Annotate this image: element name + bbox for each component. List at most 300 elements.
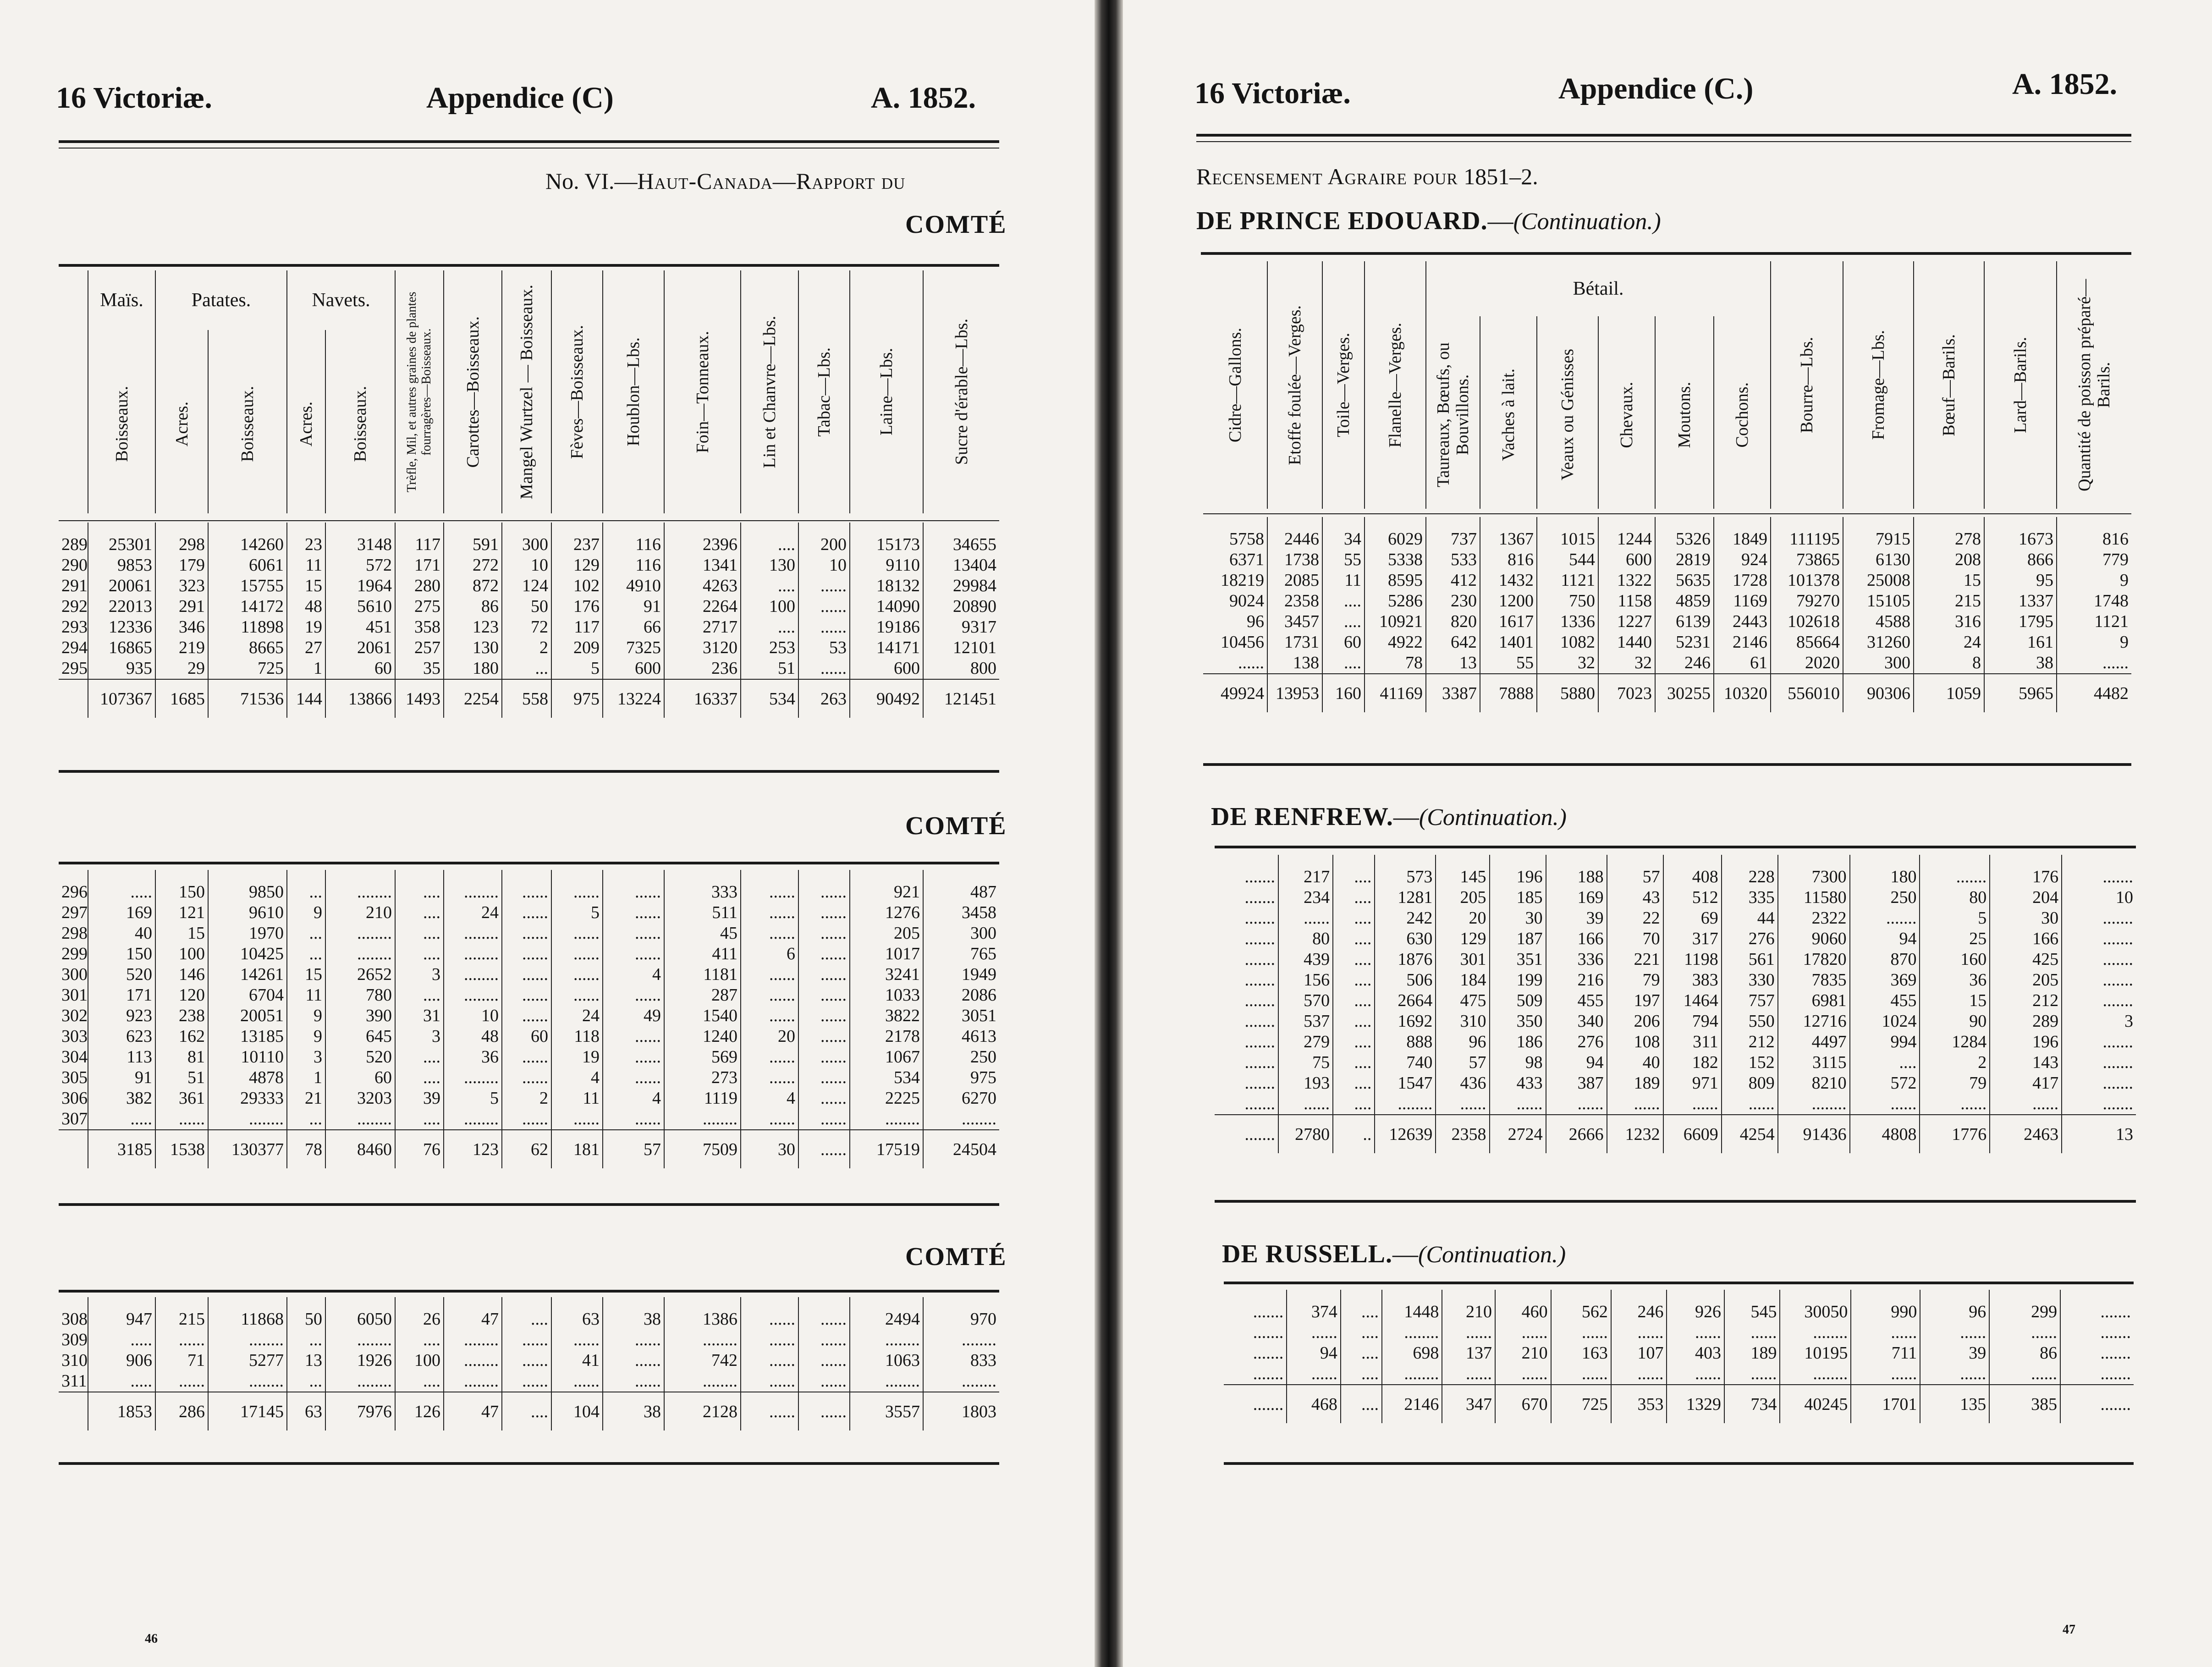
table-cell: 1853 [88,1392,155,1430]
table-cell: 351 [1490,949,1546,970]
table-cell: 569 [664,1047,741,1067]
table-cell: ...... [741,870,798,902]
table-cell: 15105 [1843,591,1914,611]
table-cell: 51 [155,1067,208,1088]
table-top-rule [59,264,999,267]
table-cell: 412 [1426,570,1480,591]
table-cell: 7976 [325,1392,395,1430]
table-cell: 425 [1990,949,2062,970]
total-row [1224,1385,2134,1423]
table-cell: .... [1333,1073,1375,1094]
table-cell: 272 [444,555,502,576]
table-cell: 299 [61,944,88,963]
table-cell: 236 [664,658,741,679]
table-row [59,1026,999,1047]
table-row [59,523,999,555]
header-left: 16 Victoriæ. [1194,77,1351,110]
table-row [59,985,999,1006]
table-row [1224,1322,2134,1343]
table-row [1215,855,2136,887]
table-cell: 1795 [1984,611,2057,632]
table-cell: .... [395,1047,444,1067]
table-row [1203,570,2131,591]
table-cell: 737 [1426,517,1480,550]
table-cell: 455 [1850,990,1920,1011]
table-cell: ...... [603,985,664,1006]
table-cell: 2494 [850,1297,923,1330]
table-cell: ........ [444,1350,502,1371]
table-cell: ...... [741,923,798,944]
table-cell: 1082 [1537,632,1598,653]
table-cell: 4859 [1655,591,1714,611]
table-cell: .... [395,1371,444,1392]
table-cell: 309 [61,1330,88,1349]
table-cell: ...... [1724,1364,1780,1385]
table-cell: ...... [798,1067,850,1088]
table-cell: 550 [1722,1011,1778,1032]
table-cell: ...... [798,1026,850,1047]
table-cell: ...... [603,870,664,902]
table-cell: 1227 [1598,611,1655,632]
table-cell: ....... [2062,855,2136,887]
table-cell: ...... [1607,1094,1663,1115]
table-cell: 5231 [1655,632,1714,653]
table-cell: 130 [741,555,798,576]
table-cell: 205 [1436,887,1489,908]
table-cell: ...... [741,1006,798,1026]
table-cell: ........ [850,1109,923,1130]
table-cell: ...... [603,1330,664,1350]
table-cell: 160 [1322,674,1365,712]
table-cell: 2724 [1490,1115,1546,1153]
table-cell: ...... [798,1130,850,1168]
table-cell: 263 [798,679,850,718]
table-cell: 212 [1990,990,2062,1011]
table-cell: ........ [325,1371,395,1392]
table-cell: .... [1322,653,1365,674]
table-row [59,1047,999,1067]
table-cell: .... [1850,1052,1920,1073]
table-cell: ....... [1850,908,1920,929]
table-cell: 12716 [1778,1011,1850,1032]
table-cell: ........ [1375,1094,1436,1115]
table-cell: ...... [603,1047,664,1067]
col-head-foin: Foin—Tonneaux. [693,330,712,453]
table-cell: 19 [287,617,325,638]
table-cell: ....... [1244,888,1275,907]
table-cell: 143 [1990,1052,2062,1073]
table-cell: 1949 [923,964,999,985]
table-cell: 171 [395,555,444,576]
header-bottom-rule [1203,513,2131,514]
table-cell: 698 [1382,1343,1442,1364]
table-cell: 31260 [1843,632,1914,653]
table-cell: 750 [1537,591,1598,611]
table-row [59,1088,999,1109]
table-cell: 79 [1607,970,1663,990]
table-cell: ... [287,944,325,964]
table-cell: 118 [551,1026,603,1047]
header-bottom-rule [59,520,999,521]
table-cell: 14171 [850,638,923,658]
section-2-bottom-rule [59,1203,999,1206]
table-cell: 15 [155,923,208,944]
table-cell: 61 [1714,653,1771,674]
table-cell: 975 [551,679,603,718]
table-cell: 199 [1490,970,1546,990]
table-cell: 187 [1490,929,1546,949]
col-head-trefle: Trèfle, Mil, et autres graines de plantes fourragères—Boisseaux. [405,292,434,492]
table-cell: 299 [1989,1290,2060,1322]
table-cell: 238 [155,1006,208,1026]
table-cell: .... [1333,855,1375,887]
table-cell: 4482 [2057,674,2131,712]
table-cell: 171 [88,985,155,1006]
table-cell: 2396 [664,523,741,555]
table-cell: 336 [1546,949,1607,970]
table-cell: 1926 [325,1350,395,1371]
table-cell: 6050 [325,1297,395,1330]
table-row [59,902,999,923]
table-cell: 295 [61,659,88,678]
table-cell: 4808 [1850,1115,1920,1153]
table-cell: 156 [1278,970,1333,990]
table-cell: 346 [155,617,208,638]
table-cell: 451 [325,617,395,638]
table-cell: 216 [1546,970,1607,990]
table-cell: 1547 [1375,1073,1436,1094]
col-head-fromage: Fromage—Lbs. [1869,330,1888,440]
table-cell: 166 [1990,929,2062,949]
table-cell: 22 [1607,908,1663,929]
table-cell: 205 [850,923,923,944]
table-cell: ........ [923,1371,999,1392]
table-cell: 108 [1607,1032,1663,1052]
table-cell: 433 [1490,1073,1546,1094]
table-cell: 107367 [88,679,155,718]
table-cell: 15 [287,964,325,985]
table-cell: 30050 [1780,1290,1851,1322]
table-cell: ....... [1253,1343,1284,1363]
table-cell: 197 [1607,990,1663,1011]
table-cell: 742 [664,1350,741,1371]
table-cell: 1803 [923,1392,999,1430]
table-cell: 816 [1480,550,1537,570]
right-column-headers [1203,261,2131,509]
table-cell: ...... [1851,1364,1920,1385]
table-cell: ...... [1920,1322,1989,1343]
table-cell: 60 [502,1026,551,1047]
total-row [59,1392,999,1430]
table-cell: .... [1333,1011,1375,1032]
table-cell: 25 [1920,929,1990,949]
table-cell: 330 [1722,970,1778,990]
table-cell: 117 [395,523,444,555]
table-cell: 1063 [850,1350,923,1371]
table-cell: 436 [1436,1073,1489,1094]
table-cell: ...... [1989,1322,2060,1343]
table-cell: 71536 [208,679,287,718]
table-cell: 296 [61,882,88,902]
table-cell: 311 [61,1371,87,1391]
table-cell: 1776 [1920,1115,1990,1153]
table-cell: 14260 [208,523,287,555]
table-cell: 1448 [1382,1290,1442,1322]
table-cell: 57 [1607,855,1663,887]
header-right: A. 1852. [2012,67,2118,101]
table-cell: 1849 [1714,517,1771,550]
group-head-navets: Navets. [287,270,395,330]
table-cell: 301 [61,985,88,1005]
group-head-betail: Bétail. [1426,261,1771,316]
col-head-poisson: Quantité de poisson préparé—Barils. [2075,279,2114,491]
table-cell: 25008 [1843,570,1914,591]
table-cell: 403 [1667,1343,1724,1364]
table-cell: ........ [1780,1364,1851,1385]
table-cell: 4497 [1778,1032,1850,1052]
table-cell: 22013 [88,596,155,617]
table-cell: 1067 [850,1047,923,1067]
table-cell: ...... [1667,1364,1724,1385]
table-cell: 49924 [1203,674,1267,712]
table-cell: ...... [502,1371,551,1392]
table-cell: 6981 [1778,990,1850,1011]
table-cell: 1432 [1480,570,1537,591]
table-cell: 200 [798,523,850,555]
table-cell: 152 [1722,1052,1778,1073]
table-cell: 511 [664,902,741,923]
table-cell: 975 [923,1067,999,1088]
table-cell: ...... [1663,1094,1722,1115]
table-cell: 50 [287,1297,325,1330]
table-cell: 10195 [1780,1343,1851,1364]
table-cell: 186 [1490,1032,1546,1052]
table-cell: ...... [2057,653,2131,674]
table-cell: 273 [664,1067,741,1088]
table-cell: 212 [1722,1032,1778,1052]
table-cell: 1121 [2057,611,2131,632]
table-cell: 60 [1322,632,1365,653]
total-row [59,1130,999,1168]
county-title-prince-edouard: DE PRINCE EDOUARD.—(Continuation.) [1196,207,1661,235]
table-cell: ...... [551,1109,603,1130]
table-cell: 98 [1490,1052,1546,1073]
table-cell: 15 [1920,990,1990,1011]
table-cell: 40245 [1780,1385,1851,1423]
table-cell: 3185 [88,1130,155,1168]
table-cell: 382 [88,1088,155,1109]
table-row [1203,653,2131,674]
table-cell: 24 [444,902,502,923]
table-cell: 38 [603,1297,664,1330]
col-head-mangel: Mangel Wurtzel — Boisseaux. [517,284,537,500]
table-cell: 185 [1490,887,1546,908]
table-cell: 4263 [664,576,741,596]
table-cell: 1673 [1984,517,2057,550]
table-cell: 32 [1537,653,1598,674]
table-cell: ........ [1778,1094,1850,1115]
table-cell: 303 [61,1027,88,1046]
table-cell: 20 [741,1026,798,1047]
table-row [1215,970,2136,990]
table-cell: 94 [1850,929,1920,949]
table-cell: ...... [1436,1094,1489,1115]
table-cell: ........ [444,944,502,964]
table-cell: ...... [798,658,850,679]
county-name: DE RENFREW. [1211,803,1393,831]
table-cell: ....... [2060,1343,2134,1364]
table-cell: 1322 [1598,570,1655,591]
table-cell: ...... [798,1297,850,1330]
table-cell: 2020 [1771,653,1843,674]
table-cell: 3120 [664,638,741,658]
table-cell: 196 [1990,1032,2062,1052]
table-cell: ....... [1244,1053,1275,1072]
table-cell: ........ [664,1371,741,1392]
table-cell: 166 [1546,929,1607,949]
table-cell: 294 [61,638,88,657]
table-cell: ...... [741,1371,798,1392]
table-cell: ...... [798,964,850,985]
table-cell: 19 [551,1047,603,1067]
col-head-moutons: Moutons. [1675,381,1694,448]
table-cell: 9060 [1778,929,1850,949]
table-cell: ...... [1287,1322,1341,1343]
table-cell: 13953 [1267,674,1322,712]
table-cell: 10110 [208,1047,287,1067]
table-cell: .... [1341,1385,1382,1423]
table-cell: ...... [551,1330,603,1350]
table-cell: 47 [444,1392,502,1430]
table-cell: ....... [1244,1094,1275,1113]
table-cell: ...... [502,1006,551,1026]
table-cell: 304 [61,1047,88,1067]
table-cell: 2146 [1382,1385,1442,1423]
table-cell: 29333 [208,1088,287,1109]
table-cell: 90492 [850,679,923,718]
table-cell: 1119 [664,1088,741,1109]
table-cell: 3241 [850,964,923,985]
table-cell: 4588 [1843,611,1914,632]
table-row [1203,611,2131,632]
table-cell: ...... [155,1330,208,1350]
table-row [59,617,999,638]
table-cell: 5880 [1537,674,1598,712]
caption-title: Recensement Agraire pour [1196,164,1458,189]
table-cell: 63 [551,1297,603,1330]
table-row [59,1109,999,1130]
table-cell: ....... [1253,1323,1284,1342]
table-cell: 15173 [850,523,923,555]
table-cell: ........ [325,923,395,944]
table-cell: 10921 [1365,611,1426,632]
table-caption [545,168,905,194]
table-cell: 163 [1551,1343,1611,1364]
table-cell: 1540 [664,1006,741,1026]
table-cell: ...... [798,1109,850,1130]
table-cell: 591 [444,523,502,555]
table-cell: 3557 [850,1392,923,1430]
table-cell: 9853 [88,555,155,576]
table-cell: 91 [88,1067,155,1088]
table-cell: 209 [551,638,603,658]
table-cell: 138 [1267,653,1322,674]
table-cell: 210 [1442,1290,1495,1322]
table-cell: 4 [603,1088,664,1109]
table-cell: 1015 [1537,517,1598,550]
table-cell: 189 [1724,1343,1780,1364]
caption-title: Haut-Canada—Rapport du [637,168,906,194]
county-name: DE PRINCE EDOUARD. [1196,207,1488,235]
table-cell: 36 [444,1047,502,1067]
table-cell: 49 [603,1006,664,1026]
table-cell: ...... [603,923,664,944]
table-cell: 293 [61,617,88,637]
section-3-bottom-rule [59,1462,999,1465]
table-cell: 230 [1426,591,1480,611]
table-cell: 292 [61,597,88,616]
table-cell: 537 [1278,1011,1333,1032]
table-cell: 51 [741,658,798,679]
table-cell: 3 [395,964,444,985]
table-row [1224,1364,2134,1385]
table-row [1203,632,2131,653]
table-cell: 144 [287,679,325,718]
table-cell: 1276 [850,902,923,923]
table-cell: 129 [551,555,603,576]
table-cell: 487 [923,870,999,902]
table-row [59,1330,999,1350]
table-cell: 71 [155,1350,208,1371]
table-cell: 1017 [850,944,923,964]
table-cell: 81 [155,1047,208,1067]
table-cell: 468 [1287,1385,1341,1423]
table-cell: 298 [155,523,208,555]
table-cell: ...... [551,1371,603,1392]
table-cell: 32 [1598,653,1655,674]
col-head-taureaux: Taureaux, Bœufs, ou Bouvillons. [1434,342,1472,488]
table-cell: 5286 [1365,591,1426,611]
table-cell: 1538 [155,1130,208,1168]
table-cell: .... [741,523,798,555]
table-cell: 10425 [208,944,287,964]
table-cell: 300 [502,523,551,555]
table-cell: 2322 [1778,908,1850,929]
table-cell: 7509 [664,1130,741,1168]
table-cell: 205 [1990,970,2062,990]
table-cell: 390 [325,1006,395,1026]
table-cell: ....... [2062,970,2136,990]
table-cell: 11 [551,1088,603,1109]
table-cell: 9 [287,902,325,923]
table-cell: 10 [444,1006,502,1026]
table-cell: 385 [1989,1385,2060,1423]
table-cell: ........ [444,964,502,985]
table-cell: ....... [2062,929,2136,949]
table-row [59,658,999,679]
right-page [1132,0,2212,1667]
table-cell: 129 [1436,929,1489,949]
table-cell: 1158 [1598,591,1655,611]
table-cell: 123 [444,617,502,638]
table-cell: 779 [2057,550,2131,570]
table-cell: ...... [1495,1364,1551,1385]
table-cell: 8460 [325,1130,395,1168]
table-cell: 561 [1722,949,1778,970]
table-cell: 57 [1436,1052,1489,1073]
table-cell: 1617 [1480,611,1537,632]
table-cell: 1200 [1480,591,1537,611]
